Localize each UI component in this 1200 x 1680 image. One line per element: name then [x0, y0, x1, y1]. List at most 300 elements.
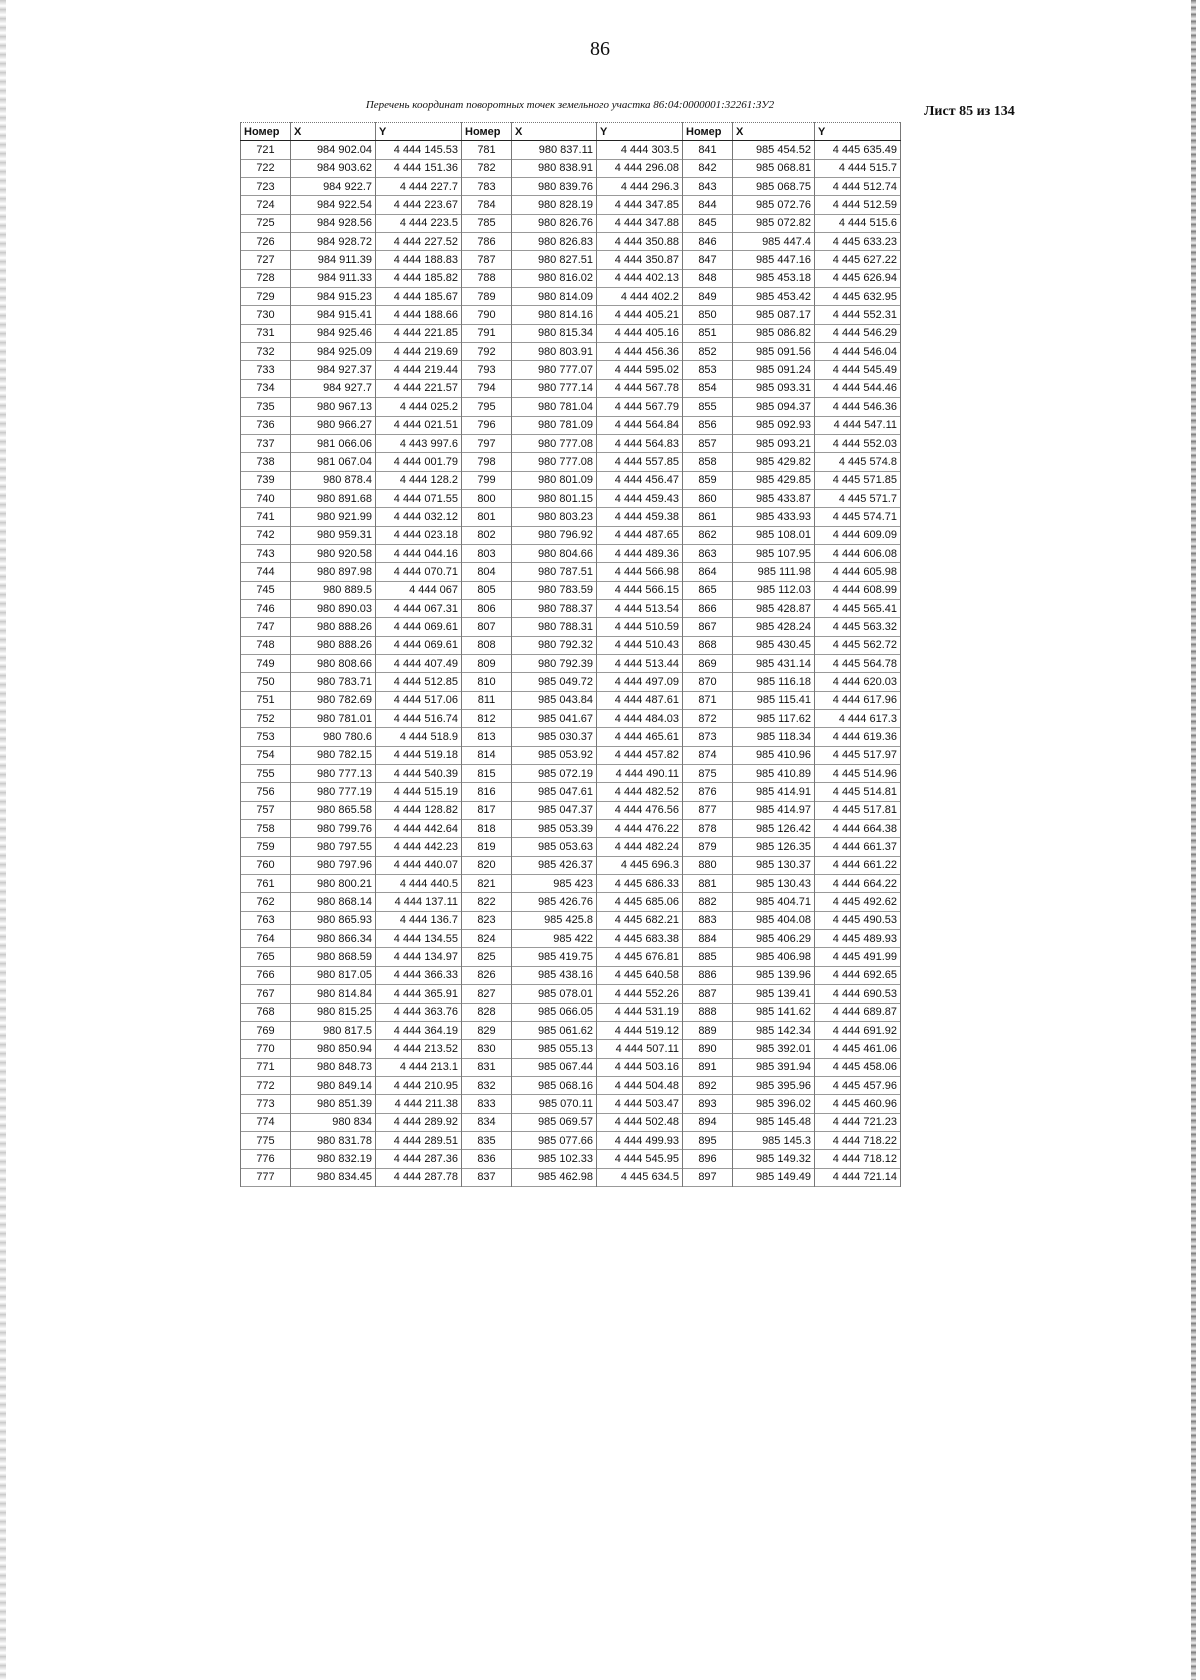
point-number: 723: [241, 178, 291, 196]
x-coordinate: 985 453.42: [733, 288, 815, 306]
point-number: 858: [683, 453, 733, 471]
x-coordinate: 985 429.85: [733, 471, 815, 489]
point-number: 893: [683, 1095, 733, 1113]
y-coordinate: 4 444 289.51: [376, 1131, 462, 1149]
x-coordinate: 984 915.41: [291, 306, 376, 324]
x-coordinate: 985 072.76: [733, 196, 815, 214]
point-number: 863: [683, 544, 733, 562]
point-number: 819: [462, 838, 512, 856]
y-coordinate: 4 444 544.46: [815, 379, 901, 397]
x-coordinate: 985 116.18: [733, 673, 815, 691]
x-coordinate: 985 141.62: [733, 1003, 815, 1021]
y-coordinate: 4 444 134.55: [376, 930, 462, 948]
x-coordinate: 980 878.4: [291, 471, 376, 489]
point-number: 856: [683, 416, 733, 434]
coordinates-table: [240, 122, 901, 1187]
point-number: 818: [462, 820, 512, 838]
table-row: [241, 508, 901, 526]
x-coordinate: 980 788.31: [512, 618, 597, 636]
x-coordinate: 985 410.96: [733, 746, 815, 764]
x-coordinate: 985 053.39: [512, 820, 597, 838]
point-number: 770: [241, 1040, 291, 1058]
point-number: 877: [683, 801, 733, 819]
table-row: [241, 1021, 901, 1039]
y-coordinate: 4 444 067.31: [376, 599, 462, 617]
point-number: 885: [683, 948, 733, 966]
x-coordinate: 980 888.26: [291, 618, 376, 636]
y-coordinate: 4 444 407.49: [376, 654, 462, 672]
point-number: 744: [241, 563, 291, 581]
y-coordinate: 4 445 696.3: [597, 856, 683, 874]
y-coordinate: 4 444 513.44: [597, 654, 683, 672]
x-coordinate: 984 911.39: [291, 251, 376, 269]
x-coordinate: 985 107.95: [733, 544, 815, 562]
point-number: 823: [462, 911, 512, 929]
y-coordinate: 4 444 664.22: [815, 875, 901, 893]
table-row: [241, 141, 901, 159]
y-coordinate: 4 444 213.52: [376, 1040, 462, 1058]
point-number: 894: [683, 1113, 733, 1131]
table-row: [241, 1131, 901, 1149]
point-number: 869: [683, 654, 733, 672]
y-coordinate: 4 444 151.36: [376, 159, 462, 177]
point-number: 881: [683, 875, 733, 893]
y-coordinate: 4 444 296.08: [597, 159, 683, 177]
y-coordinate: 4 444 459.43: [597, 489, 683, 507]
table-row: [241, 1113, 901, 1131]
y-coordinate: 4 444 617.3: [815, 710, 901, 728]
point-number: 814: [462, 746, 512, 764]
y-coordinate: 4 445 489.93: [815, 930, 901, 948]
y-coordinate: 4 444 567.79: [597, 398, 683, 416]
y-coordinate: 4 444 364.19: [376, 1021, 462, 1039]
y-coordinate: 4 444 347.88: [597, 214, 683, 232]
point-number: 859: [683, 471, 733, 489]
point-number: 836: [462, 1150, 512, 1168]
point-number: 876: [683, 783, 733, 801]
x-coordinate: 980 849.14: [291, 1076, 376, 1094]
table-row: [241, 379, 901, 397]
x-coordinate: 985 115.41: [733, 691, 815, 709]
point-number: 873: [683, 728, 733, 746]
table-row: [241, 966, 901, 984]
y-coordinate: 4 445 640.58: [597, 966, 683, 984]
y-coordinate: 4 445 492.62: [815, 893, 901, 911]
y-coordinate: 4 444 459.38: [597, 508, 683, 526]
point-number: 896: [683, 1150, 733, 1168]
y-coordinate: 4 444 516.74: [376, 710, 462, 728]
x-coordinate: 985 102.33: [512, 1150, 597, 1168]
x-coordinate: 985 049.72: [512, 673, 597, 691]
table-row: [241, 581, 901, 599]
y-coordinate: 4 444 069.61: [376, 618, 462, 636]
y-coordinate: 4 444 606.08: [815, 544, 901, 562]
x-coordinate: 980 814.84: [291, 985, 376, 1003]
table-row: [241, 930, 901, 948]
point-number: 829: [462, 1021, 512, 1039]
y-coordinate: 4 444 134.97: [376, 948, 462, 966]
point-number: 882: [683, 893, 733, 911]
table-row: [241, 288, 901, 306]
y-coordinate: 4 444 531.19: [597, 1003, 683, 1021]
y-coordinate: 4 445 627.22: [815, 251, 901, 269]
x-coordinate: 985 438.16: [512, 966, 597, 984]
x-coordinate: 985 410.89: [733, 765, 815, 783]
point-number: 874: [683, 746, 733, 764]
y-coordinate: 4 444 405.21: [597, 306, 683, 324]
table-body: [241, 141, 901, 1187]
x-coordinate: 985 093.31: [733, 379, 815, 397]
point-number: 832: [462, 1076, 512, 1094]
x-coordinate: 985 055.13: [512, 1040, 597, 1058]
table-header-row: [241, 123, 901, 141]
point-number: 725: [241, 214, 291, 232]
y-coordinate: 4 445 514.81: [815, 783, 901, 801]
y-coordinate: 4 444 296.3: [597, 178, 683, 196]
x-coordinate: 985 145.3: [733, 1131, 815, 1149]
x-coordinate: 985 072.19: [512, 765, 597, 783]
y-coordinate: 4 444 442.23: [376, 838, 462, 856]
point-number: 825: [462, 948, 512, 966]
point-number: 730: [241, 306, 291, 324]
table-row: [241, 214, 901, 232]
point-number: 790: [462, 306, 512, 324]
x-coordinate: 980 838.91: [512, 159, 597, 177]
y-coordinate: 4 444 566.15: [597, 581, 683, 599]
x-coordinate: 985 108.01: [733, 526, 815, 544]
x-coordinate: 985 425.8: [512, 911, 597, 929]
point-number: 727: [241, 251, 291, 269]
x-coordinate: 985 126.42: [733, 820, 815, 838]
y-coordinate: 4 444 188.83: [376, 251, 462, 269]
y-coordinate: 4 444 507.11: [597, 1040, 683, 1058]
point-number: 831: [462, 1058, 512, 1076]
x-coordinate: 980 921.99: [291, 508, 376, 526]
point-number: 743: [241, 544, 291, 562]
point-number: 816: [462, 783, 512, 801]
y-coordinate: 4 444 595.02: [597, 361, 683, 379]
table-row: [241, 856, 901, 874]
x-coordinate: 980 777.08: [512, 453, 597, 471]
y-coordinate: 4 444 564.84: [597, 416, 683, 434]
y-coordinate: 4 444 510.43: [597, 636, 683, 654]
point-number: 852: [683, 343, 733, 361]
point-number: 722: [241, 159, 291, 177]
x-coordinate: 980 792.39: [512, 654, 597, 672]
table-row: [241, 691, 901, 709]
point-number: 815: [462, 765, 512, 783]
y-coordinate: 4 444 219.44: [376, 361, 462, 379]
y-coordinate: 4 444 517.06: [376, 691, 462, 709]
x-coordinate: 980 804.66: [512, 544, 597, 562]
point-number: 746: [241, 599, 291, 617]
y-coordinate: 4 444 721.14: [815, 1168, 901, 1186]
point-number: 857: [683, 434, 733, 452]
point-number: 772: [241, 1076, 291, 1094]
point-number: 735: [241, 398, 291, 416]
y-coordinate: 4 444 605.98: [815, 563, 901, 581]
x-coordinate: 985 423: [512, 875, 597, 893]
y-coordinate: 4 445 565.41: [815, 599, 901, 617]
y-coordinate: 4 444 070.71: [376, 563, 462, 581]
point-number: 880: [683, 856, 733, 874]
point-number: 795: [462, 398, 512, 416]
x-coordinate: 980 800.21: [291, 875, 376, 893]
x-coordinate: 980 787.51: [512, 563, 597, 581]
point-number: 740: [241, 489, 291, 507]
x-coordinate: 985 047.37: [512, 801, 597, 819]
y-coordinate: 4 445 517.97: [815, 746, 901, 764]
y-coordinate: 4 444 721.23: [815, 1113, 901, 1131]
point-number: 835: [462, 1131, 512, 1149]
x-coordinate: 985 053.63: [512, 838, 597, 856]
y-coordinate: 4 444 484.03: [597, 710, 683, 728]
point-number: 763: [241, 911, 291, 929]
point-number: 785: [462, 214, 512, 232]
x-coordinate: 984 927.37: [291, 361, 376, 379]
y-coordinate: 4 444 025.2: [376, 398, 462, 416]
y-coordinate: 4 444 287.78: [376, 1168, 462, 1186]
point-number: 824: [462, 930, 512, 948]
y-coordinate: 4 444 691.92: [815, 1021, 901, 1039]
y-coordinate: 4 444 510.59: [597, 618, 683, 636]
x-coordinate: 980 777.19: [291, 783, 376, 801]
x-coordinate: 980 817.5: [291, 1021, 376, 1039]
x-coordinate: 980 803.23: [512, 508, 597, 526]
point-number: 808: [462, 636, 512, 654]
x-coordinate: 985 091.56: [733, 343, 815, 361]
x-coordinate: 980 848.73: [291, 1058, 376, 1076]
table-row: [241, 544, 901, 562]
x-coordinate: 985 139.41: [733, 985, 815, 1003]
point-number: 862: [683, 526, 733, 544]
y-coordinate: 4 444 366.33: [376, 966, 462, 984]
y-coordinate: 4 444 690.53: [815, 985, 901, 1003]
y-coordinate: 4 445 632.95: [815, 288, 901, 306]
point-number: 861: [683, 508, 733, 526]
point-number: 756: [241, 783, 291, 801]
point-number: 753: [241, 728, 291, 746]
table-row: [241, 1076, 901, 1094]
x-coordinate: 985 142.34: [733, 1021, 815, 1039]
point-number: 749: [241, 654, 291, 672]
y-coordinate: 4 444 487.65: [597, 526, 683, 544]
point-number: 847: [683, 251, 733, 269]
x-coordinate: 980 797.96: [291, 856, 376, 874]
point-number: 865: [683, 581, 733, 599]
y-coordinate: 4 444 502.48: [597, 1113, 683, 1131]
x-coordinate: 980 781.09: [512, 416, 597, 434]
point-number: 741: [241, 508, 291, 526]
x-coordinate: 980 831.78: [291, 1131, 376, 1149]
point-number: 729: [241, 288, 291, 306]
point-number: 773: [241, 1095, 291, 1113]
table-row: [241, 893, 901, 911]
x-coordinate: 985 422: [512, 930, 597, 948]
table-row: [241, 654, 901, 672]
point-number: 875: [683, 765, 733, 783]
table-row: [241, 838, 901, 856]
point-number: 765: [241, 948, 291, 966]
x-coordinate: 980 851.39: [291, 1095, 376, 1113]
point-number: 828: [462, 1003, 512, 1021]
y-coordinate: 4 444 405.16: [597, 324, 683, 342]
x-coordinate: 985 454.52: [733, 141, 815, 159]
point-number: 855: [683, 398, 733, 416]
x-coordinate: 980 827.51: [512, 251, 597, 269]
y-coordinate: 4 444 489.36: [597, 544, 683, 562]
y-coordinate: 4 444 512.74: [815, 178, 901, 196]
y-coordinate: 4 444 512.59: [815, 196, 901, 214]
x-coordinate: 980 889.5: [291, 581, 376, 599]
document-title: Перечень координат поворотных точек земельного участка 86:04:0000001:32261:ЗУ2: [365, 99, 775, 111]
y-coordinate: 4 444 545.49: [815, 361, 901, 379]
x-coordinate: 980 781.04: [512, 398, 597, 416]
x-coordinate: 980 832.19: [291, 1150, 376, 1168]
y-coordinate: 4 445 635.49: [815, 141, 901, 159]
y-coordinate: 4 444 210.95: [376, 1076, 462, 1094]
y-coordinate: 4 444 440.07: [376, 856, 462, 874]
y-coordinate: 4 444 365.91: [376, 985, 462, 1003]
y-coordinate: 4 444 350.87: [597, 251, 683, 269]
point-number: 732: [241, 343, 291, 361]
y-coordinate: 4 444 499.93: [597, 1131, 683, 1149]
point-number: 879: [683, 838, 733, 856]
y-coordinate: 4 444 188.66: [376, 306, 462, 324]
x-coordinate: 985 433.87: [733, 489, 815, 507]
y-coordinate: 4 444 661.37: [815, 838, 901, 856]
point-number: 826: [462, 966, 512, 984]
point-number: 820: [462, 856, 512, 874]
point-number: 788: [462, 269, 512, 287]
point-number: 728: [241, 269, 291, 287]
x-coordinate: 980 865.93: [291, 911, 376, 929]
x-coordinate: 985 429.82: [733, 453, 815, 471]
y-coordinate: 4 444 032.12: [376, 508, 462, 526]
x-coordinate: 984 903.62: [291, 159, 376, 177]
x-coordinate: 985 391.94: [733, 1058, 815, 1076]
y-coordinate: 4 444 490.11: [597, 765, 683, 783]
y-coordinate: 4 444 503.47: [597, 1095, 683, 1113]
y-coordinate: 4 444 552.03: [815, 434, 901, 452]
x-coordinate: 980 801.09: [512, 471, 597, 489]
point-number: 737: [241, 434, 291, 452]
point-number: 805: [462, 581, 512, 599]
point-number: 777: [241, 1168, 291, 1186]
table-row: [241, 251, 901, 269]
x-coordinate: 980 865.58: [291, 801, 376, 819]
y-coordinate: 4 444 221.57: [376, 379, 462, 397]
point-number: 781: [462, 141, 512, 159]
table-row: [241, 471, 901, 489]
point-number: 782: [462, 159, 512, 177]
y-coordinate: 4 444 476.22: [597, 820, 683, 838]
x-coordinate: 980 868.14: [291, 893, 376, 911]
y-coordinate: 4 444 546.36: [815, 398, 901, 416]
header-number: Номер: [683, 123, 733, 141]
x-coordinate: 980 796.92: [512, 526, 597, 544]
x-coordinate: 985 406.98: [733, 948, 815, 966]
table-row: [241, 673, 901, 691]
y-coordinate: 4 444 546.29: [815, 324, 901, 342]
point-number: 827: [462, 985, 512, 1003]
point-number: 891: [683, 1058, 733, 1076]
x-coordinate: 985 030.37: [512, 728, 597, 746]
x-coordinate: 980 828.19: [512, 196, 597, 214]
header-number: Номер: [241, 123, 291, 141]
scan-edge-left: [0, 0, 6, 1680]
y-coordinate: 4 444 021.51: [376, 416, 462, 434]
x-coordinate: 985 406.29: [733, 930, 815, 948]
point-number: 724: [241, 196, 291, 214]
table-row: [241, 489, 901, 507]
y-coordinate: 4 445 633.23: [815, 233, 901, 251]
point-number: 845: [683, 214, 733, 232]
x-coordinate: 980 888.26: [291, 636, 376, 654]
table-row: [241, 453, 901, 471]
x-coordinate: 985 130.43: [733, 875, 815, 893]
table-row: [241, 178, 901, 196]
x-coordinate: 985 047.61: [512, 783, 597, 801]
table-row: [241, 526, 901, 544]
y-coordinate: 4 444 609.09: [815, 526, 901, 544]
table-row: [241, 361, 901, 379]
table-row: [241, 710, 901, 728]
y-coordinate: 4 444 718.12: [815, 1150, 901, 1168]
y-coordinate: 4 445 685.06: [597, 893, 683, 911]
point-number: 890: [683, 1040, 733, 1058]
x-coordinate: 985 419.75: [512, 948, 597, 966]
x-coordinate: 980 783.71: [291, 673, 376, 691]
x-coordinate: 985 111.98: [733, 563, 815, 581]
point-number: 889: [683, 1021, 733, 1039]
table-row: [241, 801, 901, 819]
point-number: 762: [241, 893, 291, 911]
point-number: 775: [241, 1131, 291, 1149]
x-coordinate: 980 780.6: [291, 728, 376, 746]
point-number: 892: [683, 1076, 733, 1094]
x-coordinate: 980 792.32: [512, 636, 597, 654]
y-coordinate: 4 444 287.36: [376, 1150, 462, 1168]
table-row: [241, 948, 901, 966]
point-number: 817: [462, 801, 512, 819]
y-coordinate: 4 444 023.18: [376, 526, 462, 544]
x-coordinate: 980 967.13: [291, 398, 376, 416]
x-coordinate: 985 094.37: [733, 398, 815, 416]
point-number: 806: [462, 599, 512, 617]
y-coordinate: 4 444 515.7: [815, 159, 901, 177]
x-coordinate: 985 428.24: [733, 618, 815, 636]
point-number: 774: [241, 1113, 291, 1131]
y-coordinate: 4 444 482.24: [597, 838, 683, 856]
point-number: 764: [241, 930, 291, 948]
y-coordinate: 4 445 574.71: [815, 508, 901, 526]
x-coordinate: 985 396.02: [733, 1095, 815, 1113]
y-coordinate: 4 444 513.54: [597, 599, 683, 617]
x-coordinate: 985 126.35: [733, 838, 815, 856]
point-number: 771: [241, 1058, 291, 1076]
x-coordinate: 980 782.15: [291, 746, 376, 764]
y-coordinate: 4 444 128.82: [376, 801, 462, 819]
y-coordinate: 4 444 661.22: [815, 856, 901, 874]
x-coordinate: 980 808.66: [291, 654, 376, 672]
x-coordinate: 980 814.09: [512, 288, 597, 306]
x-coordinate: 980 897.98: [291, 563, 376, 581]
point-number: 884: [683, 930, 733, 948]
x-coordinate: 985 149.32: [733, 1150, 815, 1168]
x-coordinate: 984 915.23: [291, 288, 376, 306]
x-coordinate: 980 777.14: [512, 379, 597, 397]
